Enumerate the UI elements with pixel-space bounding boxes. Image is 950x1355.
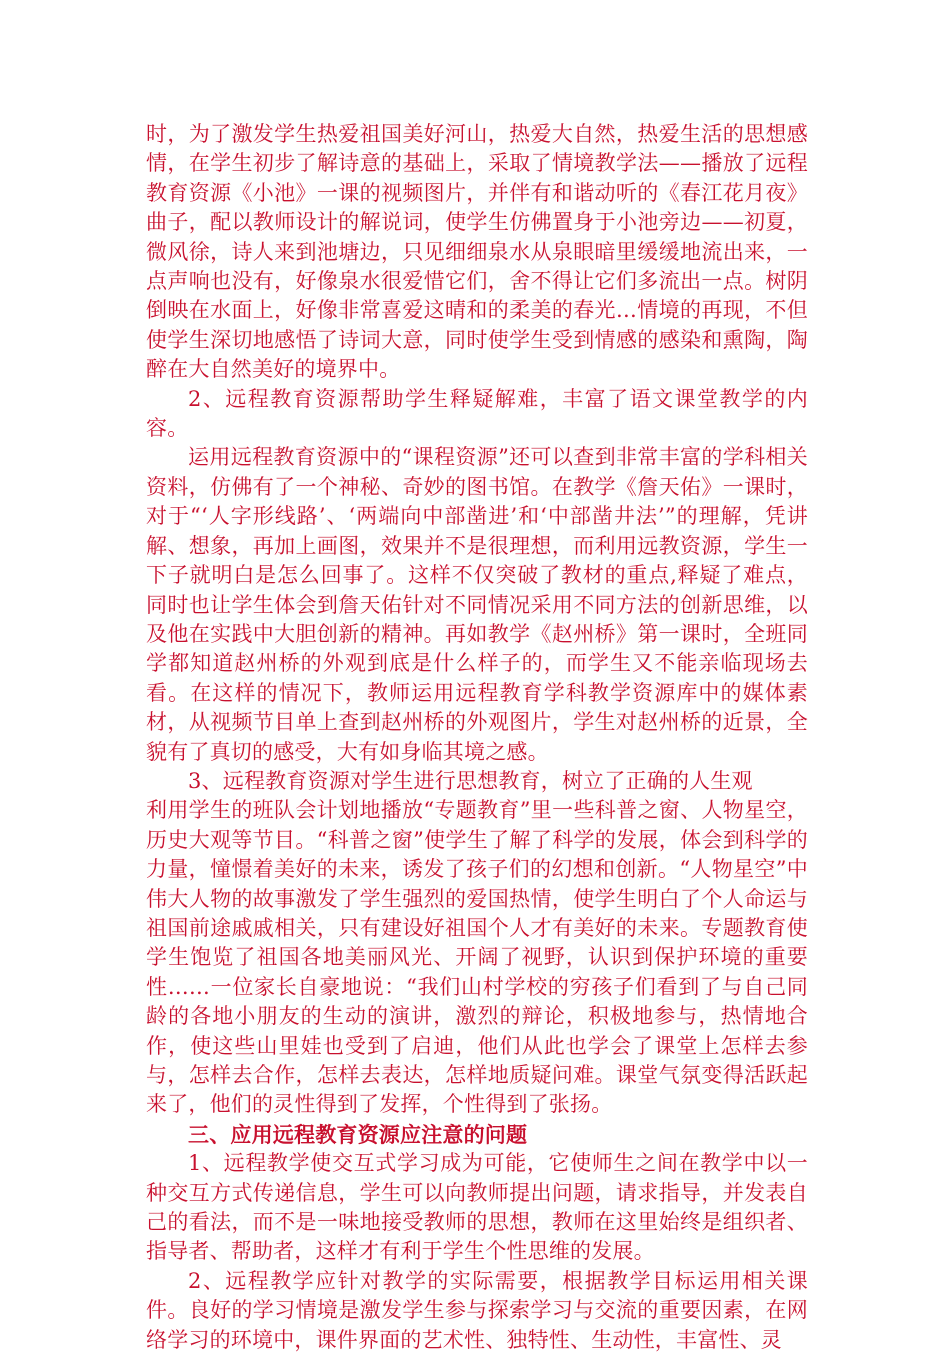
- section-heading-3: 三、应用远程教育资源应注意的问题: [188, 1121, 528, 1147]
- paragraph-continuation: 时，为了激发学生热爱祖国美好河山，热爱大自然，热爱生活的思想感情，在学生初步了解诗意的基础上，采取了情境教学法——播放了远程教育资源《小池》一课的视频图片，并伴有和谐动听的《春江花月夜》曲子，配以教师设计的解说词，使学生仿佛置身于小池旁边——初夏，微风徐，诗人来到池塘边，只见细细泉水从泉眼暗里缓缓地流出来，一点声响也没有，好像泉水很爱惜它们，舍不得让它们多流出一点。树阴倒映在水面上，好像非常喜爱这晴和的柔美的春光…情境的再现，不但使学生深切地感悟了诗词大意，同时使学生受到情感的感染和熏陶，陶醉在大自然美好的境界中。: [146, 122, 808, 382]
- paragraph-course-resources: 运用远程教育资源中的“课程资源”还可以查到非常丰富的学科相关资料，仿佛有了一个神秘、奇妙的图书馆。在教学《詹天佑》一课时，对于“‘人字形线路’、‘两端向中部凿进’和‘中部凿井法’”的理解，凭讲解、想象，再加上画图，效果并不是很理想，而利用远教资源，学生一下子就明白是怎么回事了。这样不仅突破了教材的重点,释疑了难点，同时也让学生体会到詹天佑针对不同情况采用不同方法的创新思维，以及他在实践中大胆创新的精神。再如教学《赵州桥》第一课时，全班同学都知道赵州桥的外观到底是什么样子的，而学生又不能亲临现场去看。在这样的情况下，教师运用远程教育学科教学资源库中的媒体素材，从视频节目单上查到赵州桥的外观图片，学生对赵州桥的近景，全貌有了真切的感受，大有如身临其境之感。: [146, 445, 808, 764]
- subheading-2: 2、远程教育资源帮助学生释疑解难，丰富了语文课堂教学的内容。: [146, 386, 808, 441]
- document-page: [146, 120, 808, 1355]
- subheading-3: 3、远程教育资源对学生进行思想教育，树立了正确的人生观: [188, 768, 753, 793]
- paragraph-interactive-learning: 1、远程教学使交互式学习成为可能，它使师生之间在教学中以一种交互方式传递信息，学生可以向教师提出问题，请求指导，并发表自己的看法，而不是一味地接受教师的思想，教师在这里始终是组织者、指导者、帮助者，这样才有利于学生个性思维的发展。: [146, 1151, 808, 1264]
- paragraph-thought-education: 利用学生的班队会计划地播放“专题教育”里一些科普之窗、人物星空，历史大观等节目。“科普之窗”使学生了解了科学的发展，体会到科学的力量，憧憬着美好的未来，诱发了孩子们的幻想和创新。“人物星空”中伟大人物的故事激发了学生强烈的爱国热情，使学生明白了个人命运与祖国前途戚戚相关，只有建设好祖国个人才有美好的未来。专题教育使学生饱览了祖国各地美丽风光、开阔了视野，认识到保护环境的重要性……一位家长自豪地说：“我们山村学校的穷孩子们看到了与自己同龄的各地小朋友的生动的演讲，激烈的辩论，积极地参与，热情地合作，使这些山里娃也受到了启迪，他们从此也学会了课堂上怎样去参与，怎样去合作，怎样去表达，怎样地质疑问难。课堂气氛变得活跃起来了，他们的灵性得到了发挥，个性得到了张扬。: [146, 798, 808, 1117]
- paragraph-courseware: 2、远程教学应针对教学的实际需要，根据教学目标运用相关课件。良好的学习情境是激发学生参与探索学习与交流的重要因素，在网络学习的环境中，课件界面的艺术性、独特性、生动性，丰富性、灵: [146, 1268, 808, 1352]
